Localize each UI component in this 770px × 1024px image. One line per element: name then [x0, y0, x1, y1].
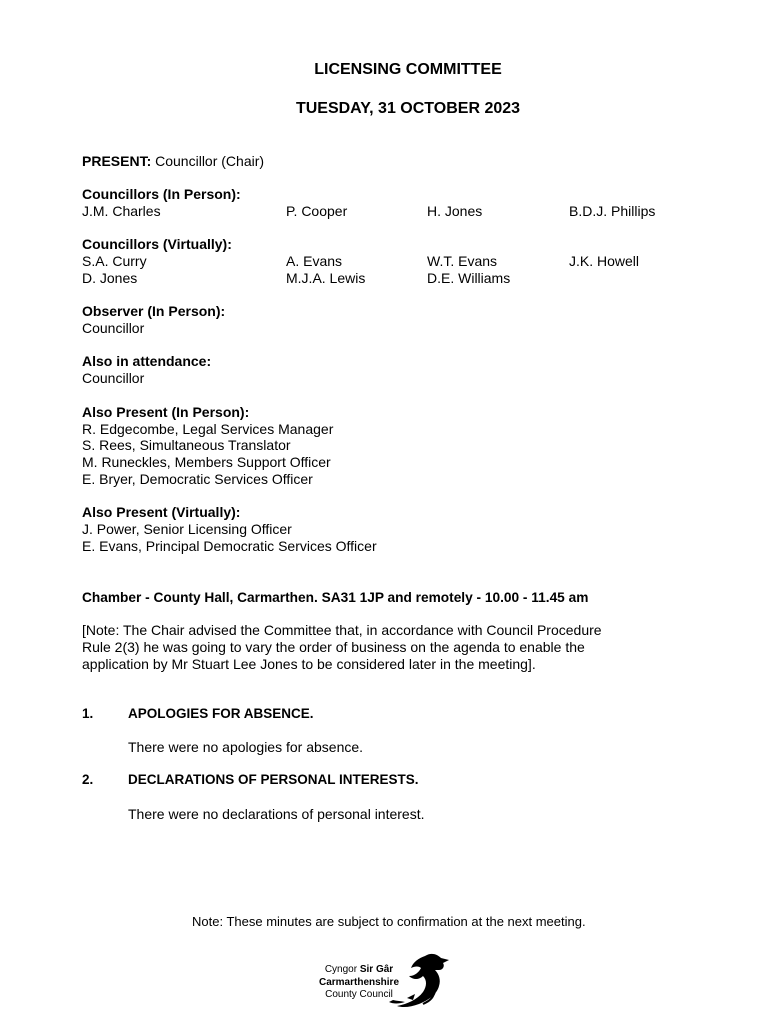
- item-heading: APOLOGIES FOR ABSENCE.: [128, 706, 314, 721]
- chair-note-line: Rule 2(3) he was going to vary the order of business on the agenda to enable the: [82, 639, 585, 655]
- councillor-name: J.K. Howell: [569, 253, 640, 269]
- councillor-name: J.M. Charles: [82, 203, 161, 219]
- observer-text: Councillor: [82, 320, 145, 336]
- councillor-name: D.E. Williams: [427, 270, 511, 286]
- attendee: R. Edgecombe, Legal Services Manager: [82, 421, 334, 437]
- councillors-virtually-label: Councillors (Virtually):: [82, 236, 232, 252]
- item-number: 1.: [82, 706, 94, 721]
- attendee: S. Rees, Simultaneous Translator: [82, 437, 291, 453]
- councillor-name: B.D.J. Phillips: [569, 203, 656, 219]
- attendee: E. Bryer, Democratic Services Officer: [82, 471, 313, 487]
- chair-note-line: application by Mr Stuart Lee Jones to be considered later in the meeting].: [82, 656, 536, 672]
- item-heading: DECLARATIONS OF PERSONAL INTERESTS.: [128, 772, 419, 787]
- logo-line-council: County Council: [325, 989, 393, 1000]
- document-title: LICENSING COMMITTEE: [314, 61, 502, 78]
- venue-line: Chamber - County Hall, Carmarthen. SA31 1JP and remotely - 10.00 - 11.45 am: [82, 590, 589, 605]
- also-attendance-text: Councillor: [82, 370, 145, 386]
- councillor-name: S.A. Curry: [82, 253, 147, 269]
- councillor-name: W.T. Evans: [427, 253, 498, 269]
- attendee: J. Power, Senior Licensing Officer: [82, 521, 292, 537]
- attendee: M. Runeckles, Members Support Officer: [82, 454, 331, 470]
- also-attendance-label: Also in attendance:: [82, 353, 212, 369]
- chair-note-line: [Note: The Chair advised the Committee that, in accordance with Council Procedure: [82, 622, 602, 638]
- dragon-icon: [385, 950, 453, 1010]
- present-line: [82, 153, 264, 170]
- meeting-date: TUESDAY, 31 OCTOBER 2023: [295, 100, 521, 117]
- councillors-in-person-label: Councillors (In Person):: [82, 186, 241, 202]
- present-text: Councillor (Chair): [151, 153, 265, 169]
- footer-note: Note: These minutes are subject to confirmation at the next meeting.: [192, 914, 586, 929]
- item-body: There were no declarations of personal interest.: [128, 806, 425, 822]
- councillor-name: P. Cooper: [286, 203, 348, 219]
- councillor-name: A. Evans: [286, 253, 343, 269]
- councillor-name: M.J.A. Lewis: [286, 270, 366, 286]
- item-number: 2.: [82, 772, 94, 787]
- logo-welsh-bold: Sir Gâr: [359, 964, 394, 975]
- logo-welsh-prefix: Cyngor: [324, 964, 360, 975]
- also-present-virtually-label: Also Present (Virtually):: [82, 504, 241, 520]
- councillor-name: D. Jones: [82, 270, 138, 286]
- item-body: There were no apologies for absence.: [128, 739, 364, 755]
- observer-label: Observer (In Person):: [82, 303, 226, 319]
- councillor-name: H. Jones: [427, 203, 483, 219]
- also-present-in-person-label: Also Present (In Person):: [82, 404, 250, 420]
- logo-line-english: Carmarthenshire: [318, 977, 400, 988]
- attendee: E. Evans, Principal Democratic Services Officer: [82, 538, 377, 554]
- council-logo: [300, 950, 450, 1012]
- present-label: PRESENT:: [82, 153, 152, 169]
